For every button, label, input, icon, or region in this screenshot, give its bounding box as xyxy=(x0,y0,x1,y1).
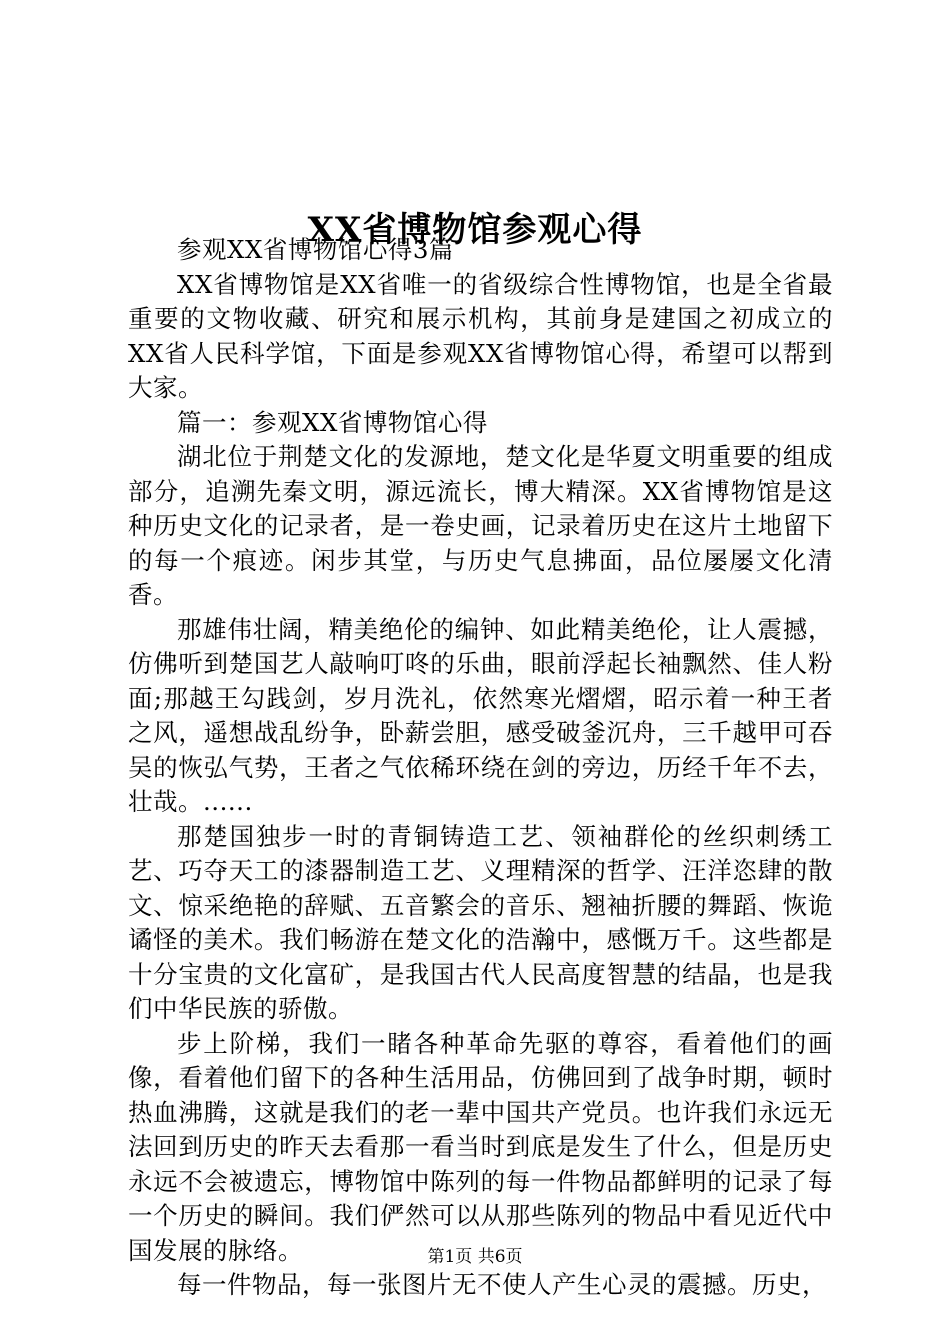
page-footer: 第1页 共6页 xyxy=(427,1247,523,1267)
body-paragraph: 那雄伟壮阔，精美绝伦的编钟、如此精美绝伦，让人震撼，仿佛听到楚国艺人敲响叮咚的乐曲，眼前浮起长袖飘然、佳人粉面;那越王勾践剑，岁月洗礼，依然寒光熠熠，昭示着一种王者之风，遥想战乱纷争，卧薪尝胆，感受破釜沉舟，三千越甲可吞吴的恢弘气势，王者之气依稀环绕在剑的旁边，历经千年不去，壮哉。...... xyxy=(128,614,833,816)
body-paragraph: 每一件物品，每一张图片无不使人产生心灵的震撼。历史， xyxy=(177,1270,827,1299)
body-paragraph: 那楚国独步一时的青铜铸造工艺、领袖群伦的丝织刺绣工艺、巧夺天工的漆器制造工艺、义理精深的哲学、汪洋恣肆的散文、惊采绝艳的辞赋、五音繁会的音乐、翘袖折腰的舞蹈、恢诡谲怪的美术。我们畅游在楚文化的浩瀚中，感慨万千。这些都是十分宝贵的文化富矿，是我国古代人民高度智慧的结晶，也是我们中华民族的骄傲。 xyxy=(128,821,833,1023)
document-body xyxy=(128,233,833,1303)
body-paragraph: 湖北位于荆楚文化的发源地，楚文化是华夏文明重要的组成部分，追溯先秦文明，源远流长，博大精深。XX省博物馆是这种历史文化的记录者，是一卷史画，记录着历史在这片土地留下的每一个痕迹。闲步其堂，与历史气息拂面，品位屡屡文化清香。 xyxy=(128,442,833,609)
document-title: XX省博物馆参观心得 xyxy=(307,209,643,250)
section-heading: 篇一：参观XX省博物馆心得 xyxy=(177,407,488,437)
subtitle-paragraph: 参观XX省博物馆心得3篇 xyxy=(177,235,454,264)
body-paragraph: 步上阶梯，我们一睹各种革命先驱的尊容，看着他们的画像，看着他们留下的各种生活用品，仿佛回到了战争时期，顿时热血沸腾，这就是我们的老一辈中国共产党员。也许我们永远无法回到历史的昨天去看那一看当时到底是发生了什么，但是历史永远不会被遗忘，博物馆中陈列的每一件物品都鲜明的记录了每一个历史的瞬间。我们俨然可以从那些陈列的物品中看见近代中国发展的脉络。 xyxy=(128,1028,833,1265)
intro-paragraph: XX省博物馆是XX省唯一的省级综合性博物馆，也是全省最重要的文物收藏、研究和展示机构，其前身是建国之初成立的XX省人民科学馆，下面是参观XX省博物馆心得，希望可以帮到大家。 xyxy=(128,269,833,402)
